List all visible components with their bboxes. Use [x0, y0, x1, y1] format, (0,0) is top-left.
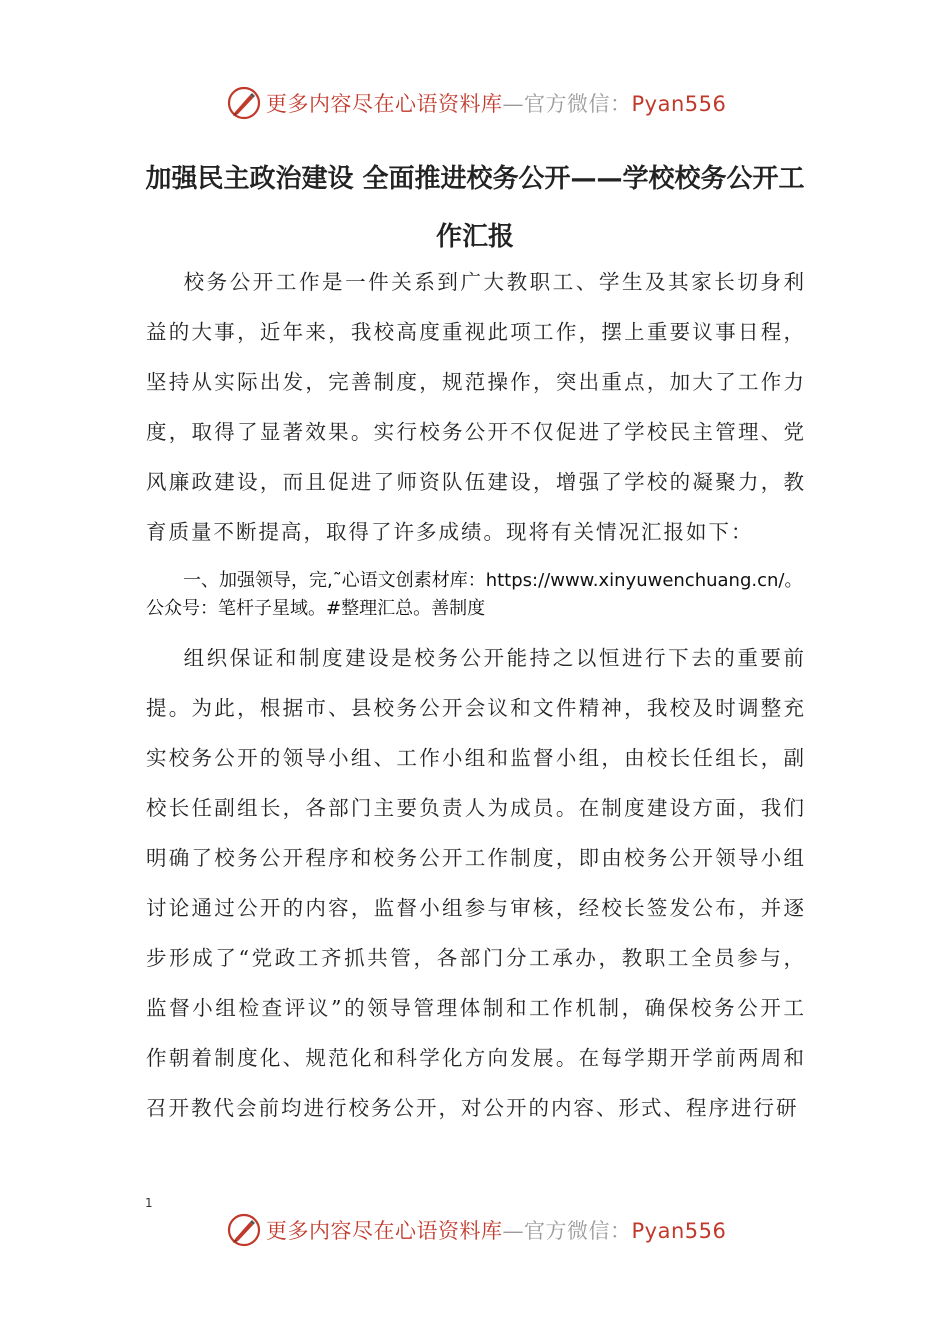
document-title: 加强民主政治建设 全面推进校务公开——学校校务公开工作汇报: [145, 164, 805, 252]
banner-text: 更多内容尽在心语资料库—官方微信：Pyan556: [266, 1219, 727, 1243]
intro-paragraph: 校务公开工作是一件关系到广大教职工、学生及其家长切身利益的大事，近年来，我校高度重视此项工作，摆上重要议事日程，坚持从实际出发，完善制度，规范操作，突出重点，加大了工作力度，取得了显著效果。实行校务公开不仅促进了学校民主管理、党风廉政建设，而且促进了师资队伍建设，增强了学校的凝聚力，教育质量不断提高，取得了许多成绩。现将有关情况汇报如下：: [146, 270, 806, 544]
footer-banner: [0, 1210, 950, 1250]
body-paragraph: 组织保证和制度建设是校务公开能持之以恒进行下去的重要前提。为此，根据市、县校务公开会议和文件精神，我校及时调整充实校务公开的领导小组、工作小组和监督小组，由校长任组长，副校长任副组长，各部门主要负责人为成员。在制度建设方面，我们明确了校务公开程序和校务公开工作制度，即由校务公开领导小组讨论通过公开的内容，监督小组参与审核，经校长签发公布，并逐步形成了“党政工齐抓共管，各部门分工承办，教职工全员参与，监督小组检查评议”的领导管理体制和工作机制，确保校务公开工作朝着制度化、规范化和科学化方向发展。在每学期开学前两周和召开教代会前均进行校务公开，对公开的内容、形式、程序进行研: [146, 646, 806, 1120]
banner-text: 更多内容尽在心语资料库—官方微信：Pyan556: [266, 92, 727, 116]
pen-logo-icon: [226, 1212, 262, 1248]
pen-logo-icon: [226, 85, 262, 121]
section-heading-1: 一、加强领导，完,˜心语文创素材库：https://www.xinyuwenchuang.cn/。公众号：笔杆子星域。#整理汇总。善制度: [146, 570, 803, 619]
page-number: 1: [145, 1196, 153, 1210]
header-banner: [0, 83, 950, 123]
